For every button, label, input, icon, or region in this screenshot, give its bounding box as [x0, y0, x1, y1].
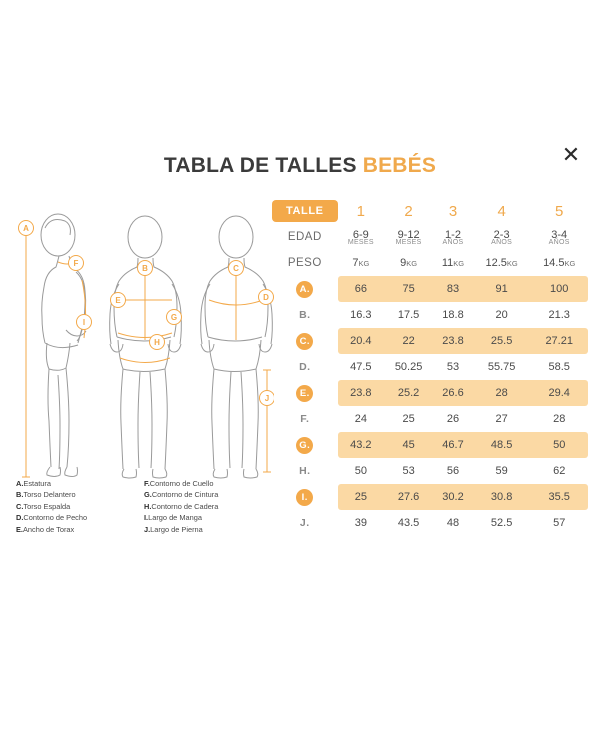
legend [16, 478, 266, 535]
measure-cell: 21.3 [548, 309, 570, 321]
table-row [272, 406, 588, 432]
legend-item [144, 501, 262, 512]
legend-key: G. [144, 490, 152, 500]
label-G [167, 310, 182, 325]
table-row-talle [272, 198, 588, 224]
peso-cell [473, 250, 531, 276]
measure-cell: 53 [446, 361, 460, 373]
svg-text:J: J [264, 394, 270, 403]
legend-key: B. [16, 490, 24, 500]
measure-cell: 43.2 [338, 432, 384, 458]
legend-item [144, 512, 262, 523]
row-key-cell [272, 380, 338, 406]
legend-item [16, 524, 134, 535]
measure-cell: 57 [553, 517, 566, 529]
measure-cell: 45 [384, 432, 433, 458]
legend-column-left [16, 478, 134, 535]
measure-cell: 52.5 [490, 517, 513, 529]
size-table [272, 198, 588, 536]
measure-cell: 23.8 [338, 380, 384, 406]
row-badge: C. [296, 333, 313, 350]
measure-cell: 25 [402, 413, 415, 425]
peso-value: 7 [352, 257, 359, 269]
legend-text: Estatura [23, 479, 51, 488]
table-row [272, 380, 588, 406]
legend-key: E. [16, 524, 23, 534]
svg-text:I: I [82, 318, 86, 327]
legend-text: Contorno de Cadera [151, 501, 219, 511]
table-row [272, 328, 588, 354]
peso-value: 12.5 [485, 257, 507, 269]
legend-text: Contorno de Cintura [151, 490, 219, 500]
measure-cell: 91 [473, 276, 531, 302]
edad-cell [433, 224, 473, 250]
measure-cell: 48 [446, 517, 460, 529]
row-key-cell [272, 510, 338, 536]
legend-text: Contorno de Pecho [23, 513, 88, 523]
measure-cell: 48.5 [473, 432, 531, 458]
edad-cell [338, 224, 384, 250]
svg-text:C: C [233, 264, 239, 273]
edad-cell [384, 224, 433, 250]
measure-cell: 20.4 [338, 328, 384, 354]
legend-key: D. [16, 513, 24, 523]
legend-text: Torso Delantero [23, 490, 76, 500]
legend-column-right [144, 478, 262, 535]
measure-cell: 25.5 [473, 328, 531, 354]
row-badge: G. [296, 437, 313, 454]
legend-item [144, 489, 262, 500]
measure-cell: 30.8 [473, 484, 531, 510]
title-highlight: BEBÉS [362, 154, 437, 177]
measure-cell: 56 [446, 465, 460, 477]
peso-value: 11 [441, 257, 454, 269]
legend-item [16, 489, 134, 500]
measure-cell: 47.5 [350, 361, 372, 373]
measure-cell: 75 [384, 276, 433, 302]
row-key-cell [272, 458, 338, 484]
peso-cell [384, 250, 433, 276]
measure-cell: 50 [530, 432, 588, 458]
edad-unit: AÑOS [548, 238, 570, 246]
measure-cell: 55.75 [487, 361, 516, 373]
row-badge: E. [296, 385, 313, 402]
edad-unit: AÑOS [491, 238, 513, 246]
row-key: B. [299, 309, 311, 321]
table-row-peso [272, 250, 588, 276]
row-key-cell [272, 484, 338, 510]
close-icon[interactable]: ✕ [558, 142, 584, 168]
measure-cell: 43.5 [397, 517, 420, 529]
peso-value: 9 [400, 257, 407, 269]
measure-cell: 59 [495, 465, 508, 477]
row-key-cell [272, 276, 338, 302]
svg-text:B: B [142, 264, 148, 273]
legend-item [16, 501, 134, 512]
size-header: 2 [404, 202, 413, 220]
measure-cell: 66 [338, 276, 384, 302]
measure-cell: 100 [530, 276, 588, 302]
row-key: D. [299, 361, 311, 373]
table-row [272, 354, 588, 380]
legend-item [16, 478, 134, 489]
edad-value: 6-9 [352, 228, 369, 241]
size-header: 1 [356, 202, 365, 220]
measure-cell: 26 [446, 413, 460, 425]
measure-cell: 46.7 [433, 432, 473, 458]
legend-item [144, 524, 262, 535]
size-header: 4 [497, 202, 506, 220]
edad-cell [530, 224, 588, 250]
row-key-cell [272, 328, 338, 354]
measure-cell: 18.8 [442, 309, 464, 321]
talle-pill: TALLE [272, 200, 338, 222]
row-key-cell [272, 406, 338, 432]
edad-unit: AÑOS [442, 238, 464, 246]
measure-cell: 39 [354, 517, 367, 529]
table-row [272, 510, 588, 536]
table-row [272, 458, 588, 484]
measure-cell: 20 [495, 309, 508, 321]
row-key-cell [272, 302, 338, 328]
legend-text: Torso Espalda [23, 501, 71, 511]
size-header: 3 [448, 202, 458, 220]
edad-value: 3-4 [551, 228, 568, 241]
peso-unit: KG [564, 259, 576, 268]
measure-cell: 28 [553, 413, 566, 425]
measure-cell: 24 [354, 413, 367, 425]
legend-text: Largo de Pierna [150, 524, 203, 534]
label-I [77, 315, 92, 330]
label-C [229, 261, 244, 276]
measure-cell: 28 [473, 380, 531, 406]
figure-front [110, 216, 182, 478]
legend-key: I. [144, 513, 149, 523]
peso-unit: KG [506, 259, 518, 268]
table-row [272, 484, 588, 510]
measure-cell: 16.3 [350, 309, 372, 321]
legend-key: C. [16, 501, 24, 511]
peso-cell [338, 250, 384, 276]
label-A [19, 221, 34, 236]
figure-back [201, 216, 273, 478]
edad-value: 2-3 [493, 228, 510, 241]
measure-cell: 26.6 [433, 380, 473, 406]
edad-unit: MESES [347, 238, 374, 246]
measure-cell: 62 [553, 465, 566, 477]
svg-text:G: G [170, 313, 178, 322]
legend-text: Contorno de Cuello [149, 479, 214, 488]
legend-key: J. [144, 524, 151, 534]
size-chart-card [0, 130, 600, 590]
table-row [272, 302, 588, 328]
measure-cell: 35.5 [530, 484, 588, 510]
measure-cell: 53 [402, 465, 415, 477]
row-key: H. [299, 465, 311, 477]
edad-unit: MESES [395, 238, 422, 246]
edad-label: EDAD [287, 231, 322, 243]
row-badge: I. [296, 489, 313, 506]
measure-cell: 30.2 [433, 484, 473, 510]
edad-cell [473, 224, 531, 250]
measure-cell: 17.5 [397, 309, 420, 321]
peso-unit: KG [358, 259, 370, 268]
page-title [0, 154, 600, 178]
svg-text:H: H [154, 338, 160, 347]
measure-cell: 25 [338, 484, 384, 510]
measure-cell: 50.25 [394, 361, 423, 373]
legend-text: Ancho de Torax [22, 524, 75, 534]
table-row [272, 276, 588, 302]
row-key-cell [272, 432, 338, 458]
measure-cell: 27.21 [530, 328, 588, 354]
svg-text:D: D [263, 293, 269, 302]
talle-label-cell [272, 198, 338, 224]
peso-label: PESO [287, 257, 322, 269]
peso-unit: KG [406, 259, 418, 268]
legend-key: A. [16, 479, 24, 488]
edad-value: 9-12 [397, 228, 420, 241]
legend-text: Largo de Manga [148, 513, 202, 523]
svg-text:E: E [115, 296, 121, 305]
measure-cell: 25.2 [384, 380, 433, 406]
title-main: TABLA DE TALLES [163, 154, 357, 177]
legend-item [144, 478, 262, 489]
size-header: 5 [555, 202, 564, 220]
edad-value: 1-2 [445, 228, 461, 241]
label-E [111, 293, 126, 308]
measure-cell: 50 [354, 465, 367, 477]
label-H [150, 335, 165, 350]
row-key: J. [299, 517, 310, 529]
size-table-wrapper [272, 198, 588, 536]
measure-cell: 29.4 [530, 380, 588, 406]
svg-text:F: F [73, 259, 79, 268]
measure-cell: 83 [433, 276, 473, 302]
peso-value: 14.5 [543, 257, 565, 269]
measure-cell: 22 [384, 328, 433, 354]
measure-cell: 27 [495, 413, 508, 425]
measure-cell: 27.6 [384, 484, 433, 510]
svg-text:A: A [23, 224, 29, 233]
row-badge: A. [296, 281, 313, 298]
label-B [138, 261, 153, 276]
legend-item [16, 512, 134, 523]
legend-key: H. [144, 501, 152, 511]
row-key-cell [272, 354, 338, 380]
label-F [69, 256, 84, 271]
row-key: F. [300, 413, 310, 425]
peso-cell [433, 250, 473, 276]
measure-cell: 58.5 [548, 361, 570, 373]
table-row [272, 432, 588, 458]
measure-cell: 23.8 [433, 328, 473, 354]
peso-cell [530, 250, 588, 276]
table-row-edad [272, 224, 588, 250]
peso-unit: KG [453, 259, 465, 268]
figure-side [41, 214, 86, 477]
legend-key: F. [144, 479, 150, 488]
